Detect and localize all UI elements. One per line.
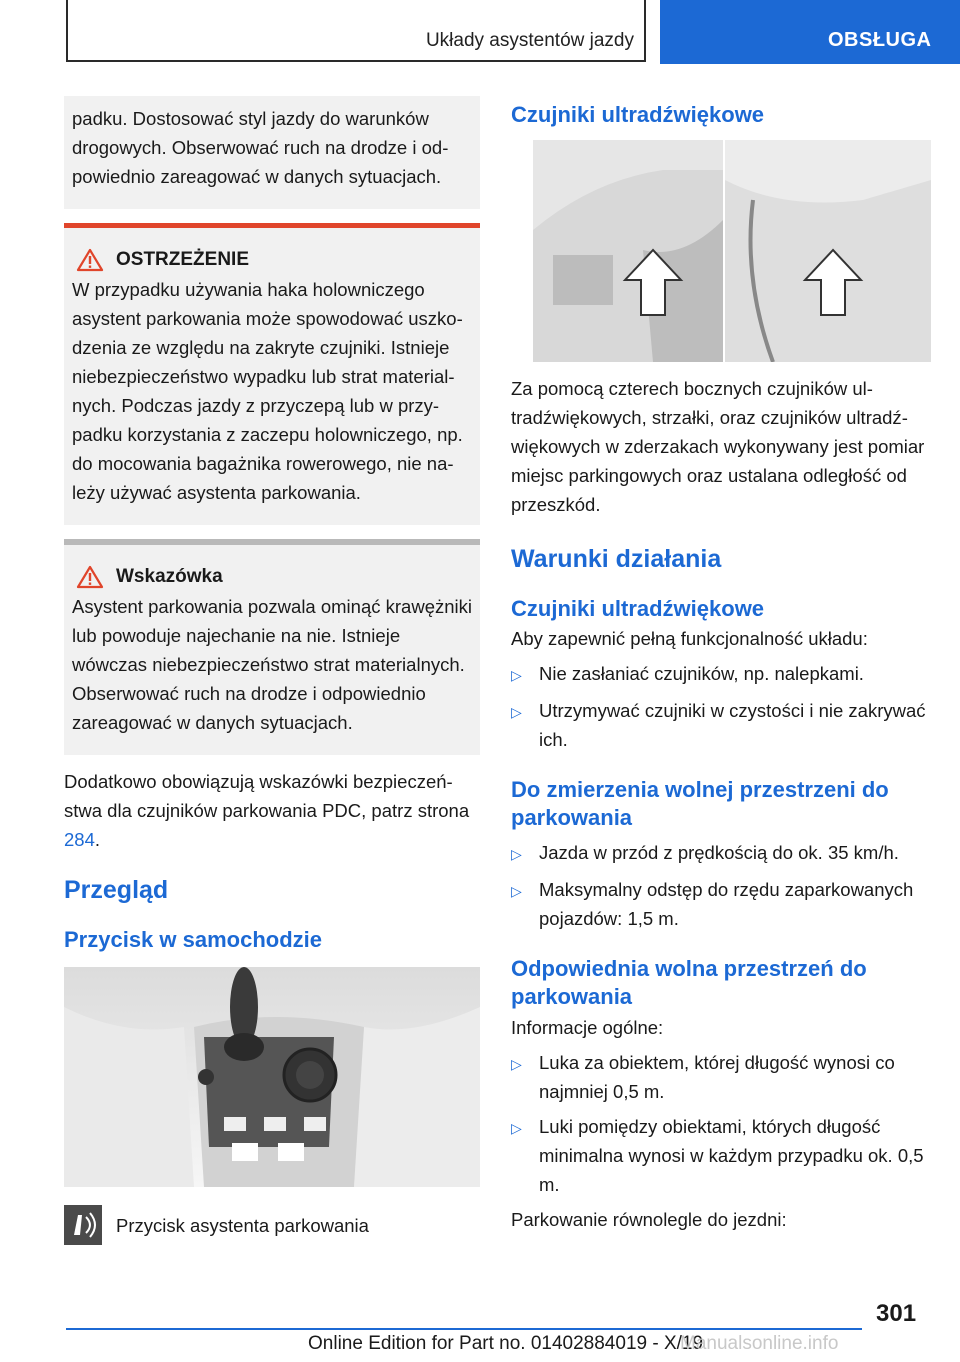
parking-assist-icon bbox=[64, 1205, 102, 1245]
space-list bbox=[511, 1048, 931, 1199]
bullet-triangle-icon: ▷ bbox=[511, 1120, 522, 1136]
heading-button: Przycisk w samochodzie bbox=[64, 927, 322, 952]
heading-measure: Do zmierzenia wolnej przestrzeni do parkowania bbox=[511, 777, 889, 830]
bullet-triangle-icon: ▷ bbox=[511, 667, 522, 683]
header-section-title: Układy asystentów jazdy bbox=[425, 30, 634, 51]
list-item-text: Nie zasłaniać czujników, np. nalepkami. bbox=[539, 663, 864, 684]
page-number: 301 bbox=[876, 1300, 917, 1327]
list-item-text: Utrzymywać czujniki w czystości i nie zakrywać ich. bbox=[539, 700, 926, 750]
list-item-text: Maksymalny odstęp do rzędu zaparkowanych pojazdów: 1,5 m. bbox=[539, 879, 914, 929]
extra-text-end: . bbox=[94, 829, 101, 850]
list-item bbox=[511, 1048, 931, 1106]
left-column bbox=[64, 96, 480, 1245]
warning-triangle-icon bbox=[76, 248, 104, 272]
warning-box bbox=[64, 228, 480, 525]
bullet-triangle-icon: ▷ bbox=[511, 1056, 522, 1072]
intro-box bbox=[64, 96, 480, 209]
header-chapter-tab[interactable]: OBSŁUGA bbox=[660, 0, 960, 64]
heading-conditions: Warunki działania bbox=[511, 545, 722, 573]
list-item-text: Luki pomiędzy obiektami, których długość minimalna wynosi w każdym przypadku ok. 0,5 m. bbox=[539, 1116, 924, 1195]
note-box bbox=[64, 545, 480, 755]
list-item bbox=[511, 1112, 931, 1199]
heading-overview: Przegląd bbox=[64, 876, 169, 904]
list-item-text: Jazda w przód z prędkością do ok. 35 km/h. bbox=[539, 842, 899, 863]
page-link[interactable]: 284 bbox=[64, 829, 95, 850]
func-list bbox=[511, 659, 931, 754]
intro-text: padku. Dostosować styl jazdy do warunków drogowych. Obserwować ruch na drodze i odpowiednio zareagować w danych sytuacjach. bbox=[72, 108, 449, 187]
button-caption-row bbox=[64, 1205, 480, 1245]
console-photo bbox=[64, 967, 480, 1187]
func-intro: Aby zapewnić pełną funkcjonalność układu: bbox=[511, 628, 868, 649]
bullet-triangle-icon: ▷ bbox=[511, 883, 522, 899]
extra-text: Dodatkowo obowiązują wskazówki bezpieczeństwa dla czujników parkowania PDC, patrz strona bbox=[64, 771, 470, 821]
warning-title: OSTRZEŻENIE bbox=[116, 249, 250, 270]
footer-edition: Online Edition for Part no. 01402884019 - X/19 bbox=[308, 1333, 704, 1354]
header-section-box bbox=[66, 0, 646, 62]
warning-header bbox=[72, 248, 472, 272]
measure-list bbox=[511, 838, 931, 933]
note-title: Wskazówka bbox=[116, 566, 223, 587]
sensors-text: Za pomocą czterech bocznych czujników ultradźwiękowych, strzałki, oraz czujników ultradźwiękowych w zderzakach wykonywany jest pomiar miejsc parkingowych oraz ustalana odległość od przeszkód. bbox=[511, 378, 925, 515]
note-text: Asystent parkowania pozwala ominąć krawężniki lub powoduje najechanie na nie. Istnieje wówczas niebezpieczeństwo strat materialnych. Obserwować ruch na drodze i odpowiednio zareagować w danych sytuacjach. bbox=[72, 596, 472, 733]
parallel-text: Parkowanie równolegle do jezdni: bbox=[511, 1209, 787, 1230]
heading-sensors: Czujniki ultradźwiękowe bbox=[511, 102, 765, 127]
button-caption: Przycisk asystenta parkowania bbox=[116, 1214, 369, 1236]
list-item bbox=[511, 696, 931, 754]
bullet-triangle-icon: ▷ bbox=[511, 704, 522, 720]
list-item bbox=[511, 838, 931, 869]
warning-text: W przypadku używania haka holowniczego asystent parkowania może spowodować uszkodzenia ze względu na zakryte czujniki. Istnieje niebezpieczeństwo wypadku lub strat materialnych. Podczas jazdy z przyczepą lub w przypadku korzystania z zaczepu holowniczego, np. do mocowania bagażnika rowerowego, nie należy używać asystenta parkowania. bbox=[72, 279, 463, 503]
extra-paragraph bbox=[64, 767, 480, 854]
bullet-triangle-icon: ▷ bbox=[511, 846, 522, 862]
sensors-photo bbox=[533, 140, 931, 362]
footer-watermark: Manualsonline.info bbox=[680, 1333, 839, 1354]
list-item bbox=[511, 875, 931, 933]
space-intro: Informacje ogólne: bbox=[511, 1017, 664, 1038]
list-item bbox=[511, 659, 931, 690]
right-column bbox=[511, 96, 931, 1234]
heading-space: Odpowiednia wolna przestrzeń do parkowania bbox=[511, 956, 867, 1009]
heading-sensors-2: Czujniki ultradźwiękowe bbox=[511, 596, 765, 621]
list-item-text: Luka za obiektem, której długość wynosi co najmniej 0,5 m. bbox=[539, 1052, 895, 1102]
note-triangle-icon bbox=[76, 565, 104, 589]
note-header bbox=[72, 565, 472, 589]
footer-rule bbox=[66, 1328, 862, 1330]
